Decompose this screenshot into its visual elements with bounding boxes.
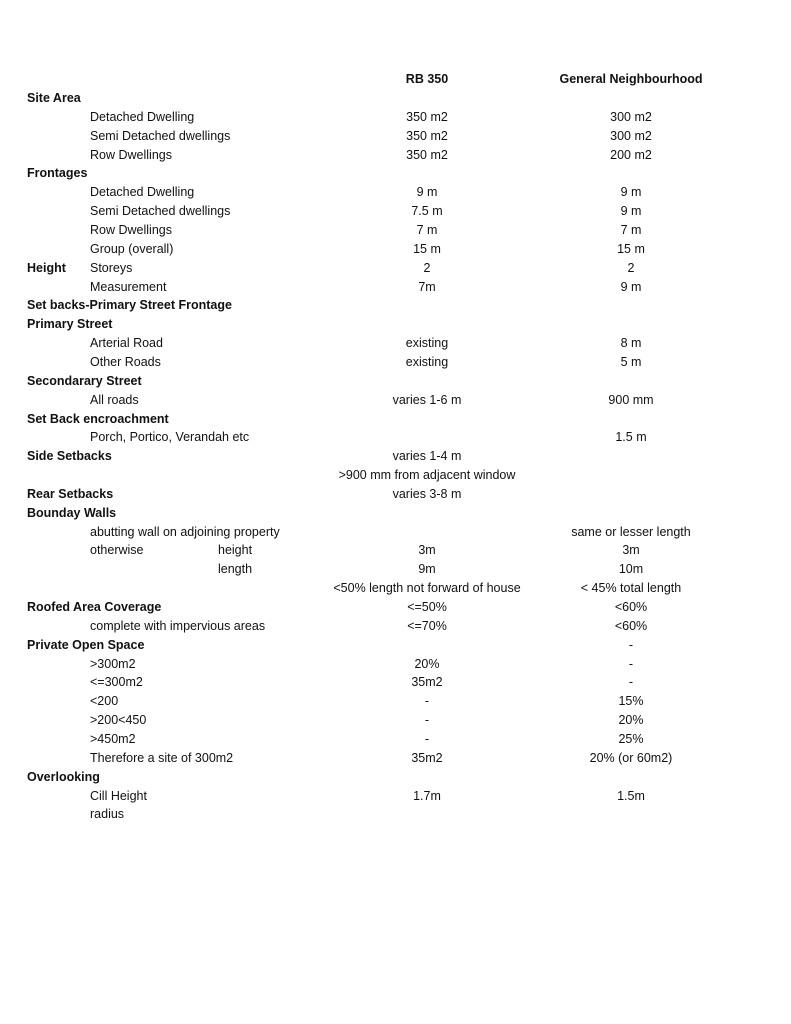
table-row: [0, 164, 791, 183]
general-value: 9 m: [620, 279, 642, 294]
table-row: [0, 636, 791, 655]
rb350-value: 7.5 m: [411, 204, 443, 219]
section-heading: Side Setbacks: [27, 449, 112, 464]
section-heading: Height: [27, 260, 66, 275]
section-heading: Site Area: [27, 91, 81, 105]
section-heading: Set backs-Primary Street Frontage: [27, 298, 232, 313]
row-label: Storeys: [90, 260, 133, 275]
section-heading: Rear Setbacks: [27, 486, 114, 501]
rb350-value: -: [424, 731, 430, 746]
table-row: [0, 391, 791, 410]
general-value: -: [628, 637, 634, 652]
general-value: -: [628, 656, 634, 671]
table-row: [0, 202, 791, 221]
general-value: 2: [627, 260, 635, 275]
row-label: Porch, Portico, Verandah etc: [90, 430, 250, 445]
table-row: [0, 560, 791, 579]
table-row: [0, 296, 791, 315]
general-value: < 45% total length: [580, 581, 682, 596]
rb350-value: varies 1-4 m: [392, 449, 462, 464]
general-value: 3m: [622, 543, 640, 558]
table-row: [0, 768, 791, 787]
row-label: >450m2: [90, 731, 136, 746]
general-value: 20% (or 60m2): [589, 750, 673, 765]
general-value: <60%: [614, 618, 648, 633]
general-value: 300 m2: [610, 128, 652, 143]
section-heading: Roofed Area Coverage: [27, 600, 162, 614]
rb350-value: <50% length not forward of house: [333, 581, 521, 596]
rb350-value: 350 m2: [406, 128, 448, 143]
table-row: [0, 805, 791, 824]
rb350-value: 20%: [414, 656, 440, 671]
table-row: [0, 504, 791, 523]
rb350-value: 35m2: [411, 675, 443, 690]
table-row: [0, 692, 791, 711]
rb350-value: varies 3-8 m: [392, 486, 462, 501]
table-row: [0, 466, 791, 485]
rb350-value: 15 m: [413, 241, 441, 256]
column-header-general: General Neighbourhood: [559, 72, 703, 86]
general-value: 20%: [618, 713, 644, 728]
column-header-row: [0, 70, 791, 89]
section-heading: Primary Street: [27, 317, 113, 332]
general-value: <60%: [614, 600, 648, 614]
section-heading: Bounday Walls: [27, 505, 117, 520]
row-label: Detached Dwelling: [90, 185, 195, 200]
row-label: Other Roads: [90, 354, 161, 369]
rb350-value: 350 m2: [406, 147, 448, 162]
row-label: Detached Dwelling: [90, 109, 195, 124]
rb350-value: 35m2: [411, 750, 443, 765]
general-value: 8 m: [620, 336, 642, 351]
rb350-value: 9m: [418, 562, 436, 577]
general-value: 1.5m: [617, 788, 645, 803]
general-value: 200 m2: [610, 147, 652, 162]
table-row: [0, 146, 791, 165]
row-label: Measurement: [90, 279, 167, 294]
general-value: 9 m: [620, 204, 642, 219]
rb350-value: 9 m: [416, 185, 438, 200]
rb350-value: <=70%: [407, 618, 447, 633]
table-row: [0, 259, 791, 278]
row-sublabel: height: [218, 543, 253, 558]
general-value: same or lesser length: [571, 524, 691, 539]
rb350-value: 1.7m: [413, 788, 441, 803]
rb350-value: -: [424, 713, 430, 728]
row-label: radius: [90, 807, 125, 822]
row-label: abutting wall on adjoining property: [90, 524, 280, 539]
table-row: [0, 579, 791, 598]
table-row: [0, 673, 791, 692]
general-value: 10m: [618, 562, 644, 577]
row-label: <200: [90, 694, 119, 709]
general-value: 15 m: [617, 241, 645, 256]
section-heading: Frontages: [27, 166, 88, 181]
row-label: Cill Height: [90, 788, 147, 803]
rb350-value: -: [424, 694, 430, 709]
section-heading: Overlooking: [27, 769, 100, 784]
row-label: Row Dwellings: [90, 223, 172, 237]
table-row: [0, 315, 791, 334]
row-label: All roads: [90, 392, 139, 407]
general-value: 900 mm: [608, 392, 654, 407]
table-row: [0, 541, 791, 560]
table-row: [0, 617, 791, 636]
general-value: -: [628, 675, 634, 690]
general-value: 25%: [618, 731, 644, 746]
section-heading: Set Back encroachment: [27, 411, 169, 426]
table-row: [0, 749, 791, 768]
row-label: <=300m2: [90, 675, 143, 690]
rb350-value: varies 1-6 m: [392, 392, 462, 407]
table-row: [0, 183, 791, 202]
column-header-rb350: RB 350: [405, 72, 449, 86]
table-row: [0, 240, 791, 259]
general-value: 5 m: [620, 354, 642, 369]
row-label: Therefore a site of 300m2: [90, 750, 234, 765]
table-row: [0, 278, 791, 297]
rb350-value: >900 mm from adjacent window: [338, 468, 516, 482]
rb350-value: 3m: [418, 543, 436, 558]
table-row: [0, 711, 791, 730]
table-row: [0, 89, 791, 108]
table-row: [0, 598, 791, 617]
table-row: [0, 127, 791, 146]
table-row: [0, 523, 791, 542]
row-sublabel: length: [218, 562, 253, 577]
general-value: 7 m: [620, 223, 642, 237]
table-row: [0, 372, 791, 391]
row-label: >300m2: [90, 656, 136, 671]
rb350-value: existing: [405, 336, 449, 351]
row-label: Semi Detached dwellings: [90, 128, 231, 143]
rb350-value: 7m: [418, 279, 436, 294]
table-row: [0, 655, 791, 674]
row-label: complete with impervious areas: [90, 618, 266, 633]
table-row: [0, 428, 791, 447]
section-heading: Private Open Space: [27, 637, 145, 652]
table-row: [0, 730, 791, 749]
table-row: [0, 447, 791, 466]
row-label: Semi Detached dwellings: [90, 204, 231, 219]
row-label: Group (overall): [90, 241, 174, 256]
rb350-value: existing: [405, 354, 449, 369]
general-value: 15%: [618, 694, 644, 709]
table-row: [0, 787, 791, 806]
row-label: >200<450: [90, 713, 147, 728]
rb350-value: 7 m: [416, 223, 438, 237]
table-row: [0, 410, 791, 429]
rb350-value: 2: [423, 260, 431, 275]
table-row: [0, 353, 791, 372]
section-heading: Secondarary Street: [27, 373, 142, 388]
general-value: 300 m2: [610, 109, 652, 124]
row-label: Arterial Road: [90, 336, 163, 351]
row-label: otherwise: [90, 543, 144, 558]
general-value: 9 m: [620, 185, 642, 200]
table-row: [0, 108, 791, 127]
table-row: [0, 334, 791, 353]
table-row: [0, 485, 791, 504]
general-value: 1.5 m: [615, 430, 647, 445]
table-row: [0, 221, 791, 240]
row-label: Row Dwellings: [90, 147, 172, 162]
rb350-value: <=50%: [407, 600, 447, 614]
rb350-value: 350 m2: [406, 109, 448, 124]
